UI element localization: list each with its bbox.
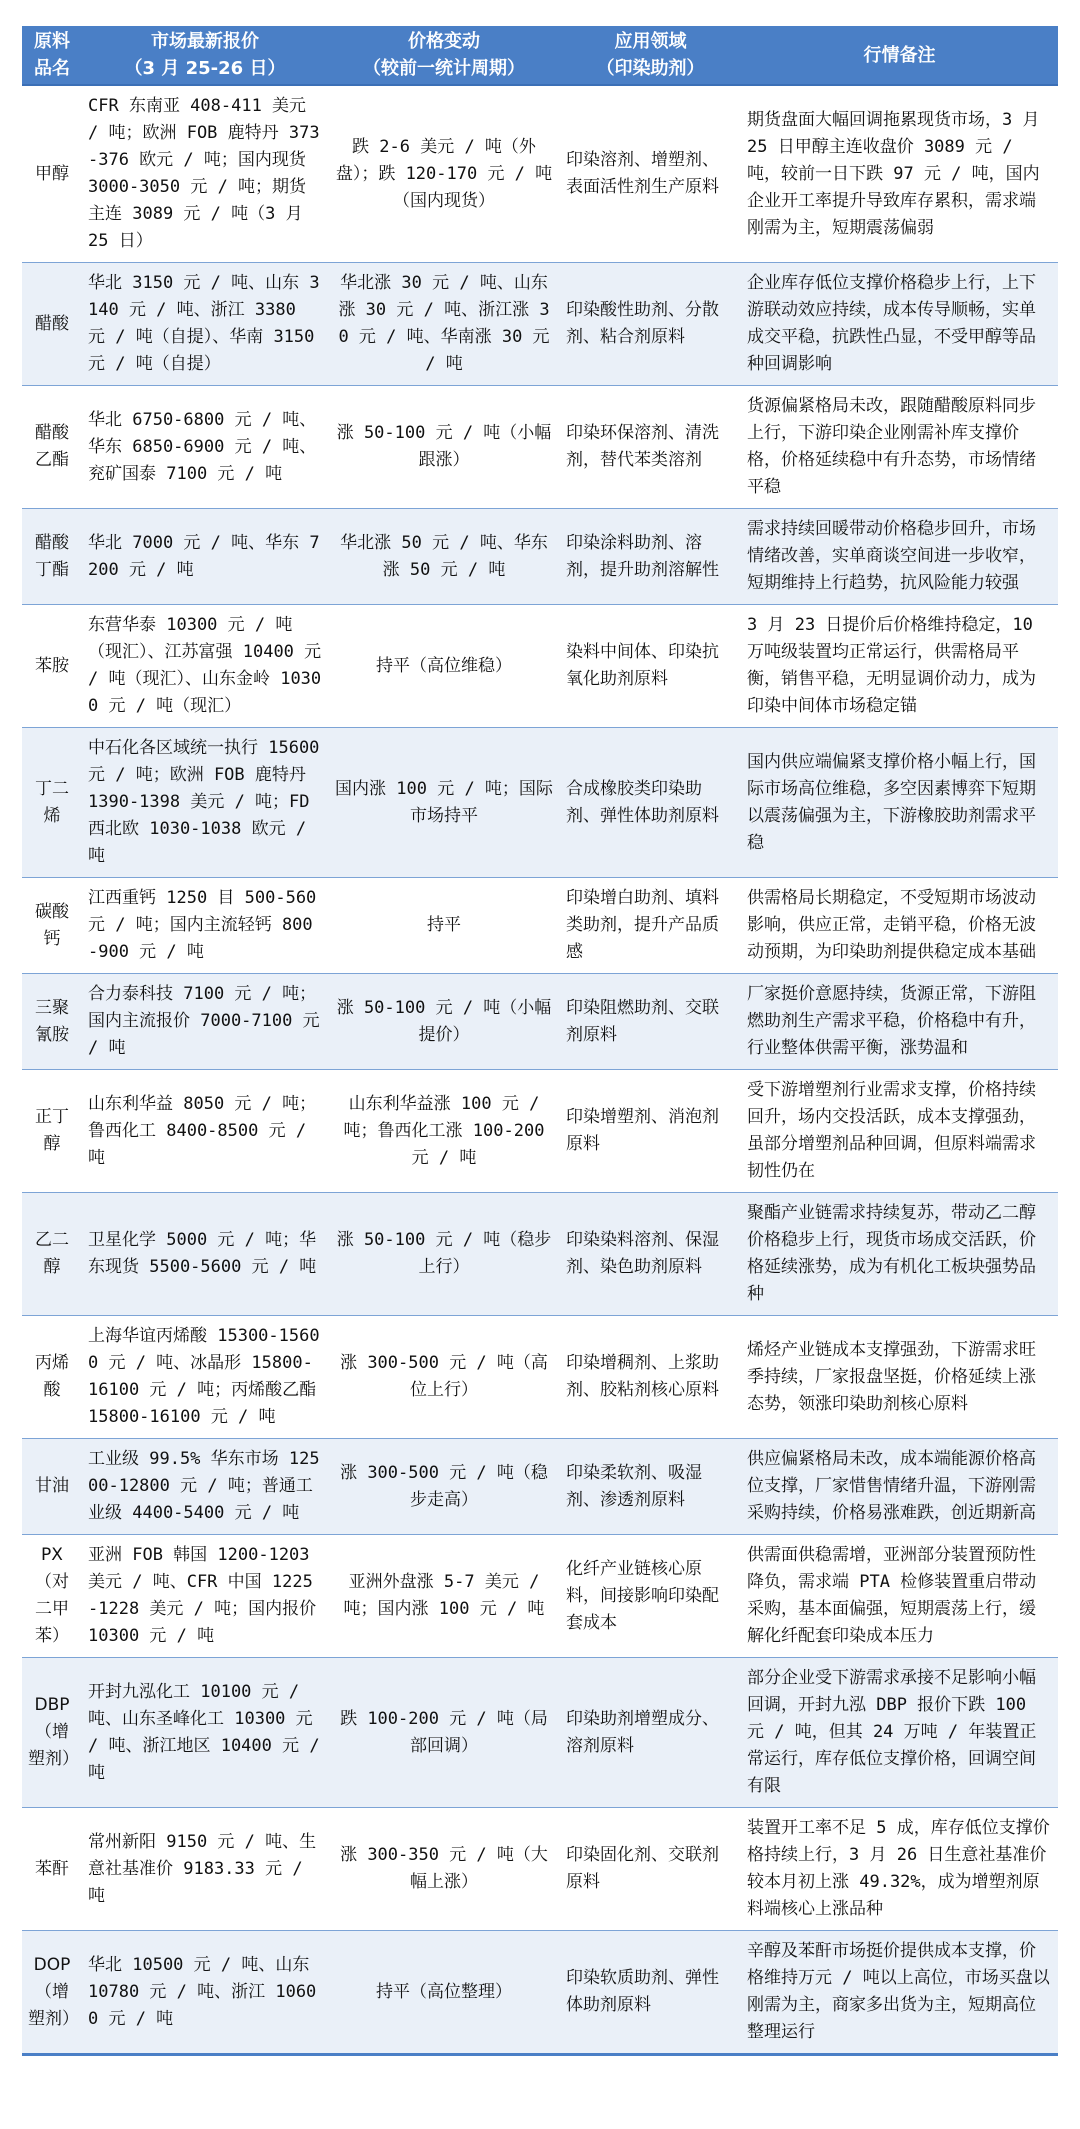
price-change-cell: 涨 300-500 元 / 吨（高位上行） (328, 1316, 560, 1439)
application-cell: 印染阻燃助剂、交联剂原料 (560, 974, 741, 1070)
application-cell: 印染增稠剂、上浆助剂、胶粘剂核心原料 (560, 1316, 741, 1439)
table-row (22, 728, 1058, 878)
price-cell: 山东利华益 8050 元 / 吨；鲁西化工 8400-8500 元 / 吨 (82, 1070, 328, 1193)
material-name-cell: 甘油 (22, 1439, 82, 1535)
price-change-cell: 涨 50-100 元 / 吨（小幅提价） (328, 974, 560, 1070)
market-note-cell: 货源偏紧格局未改，跟随醋酸原料同步上行，下游印染企业刚需补库支撑价格，价格延续稳中有升态势，市场情绪平稳 (741, 386, 1058, 509)
table-row (22, 1658, 1058, 1808)
material-name-cell: 乙二醇 (22, 1193, 82, 1316)
table-row (22, 1808, 1058, 1931)
application-cell: 印染固化剂、交联剂原料 (560, 1808, 741, 1931)
table-row (22, 263, 1058, 386)
header-price-change: 价格变动 （较前一统计周期） (328, 26, 560, 85)
price-cell: 东营华泰 10300 元 / 吨（现汇）、江苏富强 10400 元 / 吨（现汇）、山东金岭 10300 元 / 吨（现汇） (82, 605, 328, 728)
application-cell: 印染溶剂、增塑剂、表面活性剂生产原料 (560, 85, 741, 263)
market-note-cell: 受下游增塑剂行业需求支撑，价格持续回升，场内交投活跃，成本支撑强劲，虽部分增塑剂品种回调，但原料端需求韧性仍在 (741, 1070, 1058, 1193)
header-application: 应用领域 （印染助剂） (560, 26, 741, 85)
price-cell: CFR 东南亚 408-411 美元 / 吨；欧洲 FOB 鹿特丹 373-376 欧元 / 吨；国内现货 3000-3050 元 / 吨；期货主连 3089 元 / 吨（3 月 25 日） (82, 85, 328, 263)
table-row (22, 605, 1058, 728)
material-name-cell: 正丁醇 (22, 1070, 82, 1193)
price-cell: 江西重钙 1250 目 500-560 元 / 吨；国内主流轻钙 800-900 元 / 吨 (82, 878, 328, 974)
price-change-cell: 涨 50-100 元 / 吨（稳步上行） (328, 1193, 560, 1316)
price-cell: 上海华谊丙烯酸 15300-15600 元 / 吨、冰晶形 15800-16100 元 / 吨；丙烯酸乙酯 15800-16100 元 / 吨 (82, 1316, 328, 1439)
table-body (22, 85, 1058, 2055)
application-cell: 印染涂料助剂、溶剂，提升助剂溶解性 (560, 509, 741, 605)
price-cell: 亚洲 FOB 韩国 1200-1203 美元 / 吨、CFR 中国 1225-1228 美元 / 吨；国内报价 10300 元 / 吨 (82, 1535, 328, 1658)
price-cell: 卫星化学 5000 元 / 吨；华东现货 5500-5600 元 / 吨 (82, 1193, 328, 1316)
market-note-cell: 供需格局长期稳定，不受短期市场波动影响，供应正常，走销平稳，价格无波动预期，为印染助剂提供稳定成本基础 (741, 878, 1058, 974)
material-name-cell: 醋酸 (22, 263, 82, 386)
table-row (22, 1070, 1058, 1193)
material-name-cell: DOP（增塑剂） (22, 1931, 82, 2055)
price-change-cell: 涨 300-500 元 / 吨（稳步走高） (328, 1439, 560, 1535)
material-name-cell: 甲醇 (22, 85, 82, 263)
table-row (22, 509, 1058, 605)
application-cell: 印染增塑剂、消泡剂原料 (560, 1070, 741, 1193)
table-row (22, 878, 1058, 974)
price-change-cell: 跌 100-200 元 / 吨（局部回调） (328, 1658, 560, 1808)
application-cell: 合成橡胶类印染助剂、弹性体助剂原料 (560, 728, 741, 878)
application-cell: 印染增白助剂、填料类助剂，提升产品质感 (560, 878, 741, 974)
price-change-cell: 持平（高位维稳） (328, 605, 560, 728)
price-cell: 中石化各区域统一执行 15600 元 / 吨；欧洲 FOB 鹿特丹 1390-1398 美元 / 吨；FD 西北欧 1030-1038 欧元 / 吨 (82, 728, 328, 878)
table-row (22, 386, 1058, 509)
market-note-cell: 供应偏紧格局未改，成本端能源价格高位支撑，厂家惜售情绪升温，下游刚需采购持续，价格易涨难跌，创近期新高 (741, 1439, 1058, 1535)
price-cell: 华北 7000 元 / 吨、华东 7200 元 / 吨 (82, 509, 328, 605)
market-price-table (22, 26, 1058, 2056)
material-name-cell: 醋酸丁酯 (22, 509, 82, 605)
application-cell: 印染酸性助剂、分散剂、粘合剂原料 (560, 263, 741, 386)
price-change-cell: 持平 (328, 878, 560, 974)
market-note-cell: 企业库存低位支撑价格稳步上行，上下游联动效应持续，成本传导顺畅，实单成交平稳，抗跌性凸显，不受甲醇等品种回调影响 (741, 263, 1058, 386)
price-cell: 常州新阳 9150 元 / 吨、生意社基准价 9183.33 元 / 吨 (82, 1808, 328, 1931)
price-change-cell: 华北涨 50 元 / 吨、华东涨 50 元 / 吨 (328, 509, 560, 605)
material-name-cell: 苯胺 (22, 605, 82, 728)
material-name-cell: 三聚氰胺 (22, 974, 82, 1070)
application-cell: 印染软质助剂、弹性体助剂原料 (560, 1931, 741, 2055)
table-row (22, 1535, 1058, 1658)
market-note-cell: 3 月 23 日提价后价格维持稳定，10 万吨级装置均正常运行，供需格局平衡，销售平稳，无明显调价动力，成为印染中间体市场稳定锚 (741, 605, 1058, 728)
price-cell: 华北 6750-6800 元 / 吨、华东 6850-6900 元 / 吨、兖矿国泰 7100 元 / 吨 (82, 386, 328, 509)
table-row (22, 1439, 1058, 1535)
market-note-cell: 装置开工率不足 5 成，库存低位支撑价格持续上行，3 月 26 日生意社基准价较本月初上涨 49.32%，成为增塑剂原料端核心上涨品种 (741, 1808, 1058, 1931)
application-cell: 印染染料溶剂、保湿剂、染色助剂原料 (560, 1193, 741, 1316)
header-market-notes: 行情备注 (741, 26, 1058, 85)
material-name-cell: 苯酐 (22, 1808, 82, 1931)
market-note-cell: 聚酯产业链需求持续复苏，带动乙二醇价格稳步上行，现货市场成交活跃，价格延续涨势，成为有机化工板块强势品种 (741, 1193, 1058, 1316)
price-cell: 华北 10500 元 / 吨、山东 10780 元 / 吨、浙江 10600 元 / 吨 (82, 1931, 328, 2055)
application-cell: 化纤产业链核心原料，间接影响印染配套成本 (560, 1535, 741, 1658)
price-change-cell: 山东利华益涨 100 元 / 吨；鲁西化工涨 100-200 元 / 吨 (328, 1070, 560, 1193)
table-row (22, 85, 1058, 263)
market-note-cell: 烯烃产业链成本支撑强劲，下游需求旺季持续，厂家报盘坚挺，价格延续上涨态势，领涨印染助剂核心原料 (741, 1316, 1058, 1439)
price-change-cell: 跌 2-6 美元 / 吨（外盘）；跌 120-170 元 / 吨（国内现货） (328, 85, 560, 263)
market-note-cell: 国内供应端偏紧支撑价格小幅上行，国际市场高位维稳，多空因素博弈下短期以震荡偏强为主，下游橡胶助剂需求平稳 (741, 728, 1058, 878)
price-change-cell: 涨 50-100 元 / 吨（小幅跟涨） (328, 386, 560, 509)
application-cell: 印染环保溶剂、清洗剂，替代苯类溶剂 (560, 386, 741, 509)
material-name-cell: DBP（增塑剂） (22, 1658, 82, 1808)
market-note-cell: 部分企业受下游需求承接不足影响小幅回调，开封九泓 DBP 报价下跌 100 元 / 吨，但其 24 万吨 / 年装置正常运行，库存低位支撑价格，回调空间有限 (741, 1658, 1058, 1808)
market-note-cell: 辛醇及苯酐市场挺价提供成本支撑，价格维持万元 / 吨以上高位，市场买盘以刚需为主，商家多出货为主，短期高位整理运行 (741, 1931, 1058, 2055)
price-change-cell: 华北涨 30 元 / 吨、山东涨 30 元 / 吨、浙江涨 30 元 / 吨、华南涨 30 元 / 吨 (328, 263, 560, 386)
price-cell: 合力泰科技 7100 元 / 吨；国内主流报价 7000-7100 元 / 吨 (82, 974, 328, 1070)
material-name-cell: 丙烯酸 (22, 1316, 82, 1439)
price-change-cell: 亚洲外盘涨 5-7 美元 / 吨；国内涨 100 元 / 吨 (328, 1535, 560, 1658)
market-note-cell: 厂家挺价意愿持续，货源正常，下游阻燃助剂生产需求平稳，价格稳中有升，行业整体供需平衡，涨势温和 (741, 974, 1058, 1070)
price-change-cell: 国内涨 100 元 / 吨；国际市场持平 (328, 728, 560, 878)
table-row (22, 1193, 1058, 1316)
application-cell: 染料中间体、印染抗氧化助剂原料 (560, 605, 741, 728)
header-latest-price: 市场最新报价 （3 月 25-26 日） (82, 26, 328, 85)
material-name-cell: 醋酸乙酯 (22, 386, 82, 509)
market-note-cell: 需求持续回暖带动价格稳步回升，市场情绪改善，实单商谈空间进一步收窄，短期维持上行趋势，抗风险能力较强 (741, 509, 1058, 605)
table-row (22, 1316, 1058, 1439)
market-note-cell: 供需面供稳需增，亚洲部分装置预防性降负，需求端 PTA 检修装置重启带动采购，基本面偏强，短期震荡上行，缓解化纤配套印染成本压力 (741, 1535, 1058, 1658)
table-row (22, 974, 1058, 1070)
price-cell: 工业级 99.5% 华东市场 12500-12800 元 / 吨；普通工业级 4400-5400 元 / 吨 (82, 1439, 328, 1535)
table-header-row (22, 26, 1058, 85)
table-row (22, 1931, 1058, 2055)
material-name-cell: PX（对二甲苯） (22, 1535, 82, 1658)
price-change-cell: 持平（高位整理） (328, 1931, 560, 2055)
market-note-cell: 期货盘面大幅回调拖累现货市场，3 月 25 日甲醇主连收盘价 3089 元 / 吨，较前一日下跌 97 元 / 吨，国内企业开工率提升导致库存累积，需求端刚需为主，短期震荡偏弱 (741, 85, 1058, 263)
application-cell: 印染柔软剂、吸湿剂、渗透剂原料 (560, 1439, 741, 1535)
price-cell: 开封九泓化工 10100 元 / 吨、山东圣峰化工 10300 元 / 吨、浙江地区 10400 元 / 吨 (82, 1658, 328, 1808)
material-name-cell: 碳酸钙 (22, 878, 82, 974)
application-cell: 印染助剂增塑成分、溶剂原料 (560, 1658, 741, 1808)
price-cell: 华北 3150 元 / 吨、山东 3140 元 / 吨、浙江 3380 元 / 吨（自提）、华南 3150 元 / 吨（自提） (82, 263, 328, 386)
material-name-cell: 丁二烯 (22, 728, 82, 878)
header-material-name: 原料 品名 (22, 26, 82, 85)
price-change-cell: 涨 300-350 元 / 吨（大幅上涨） (328, 1808, 560, 1931)
